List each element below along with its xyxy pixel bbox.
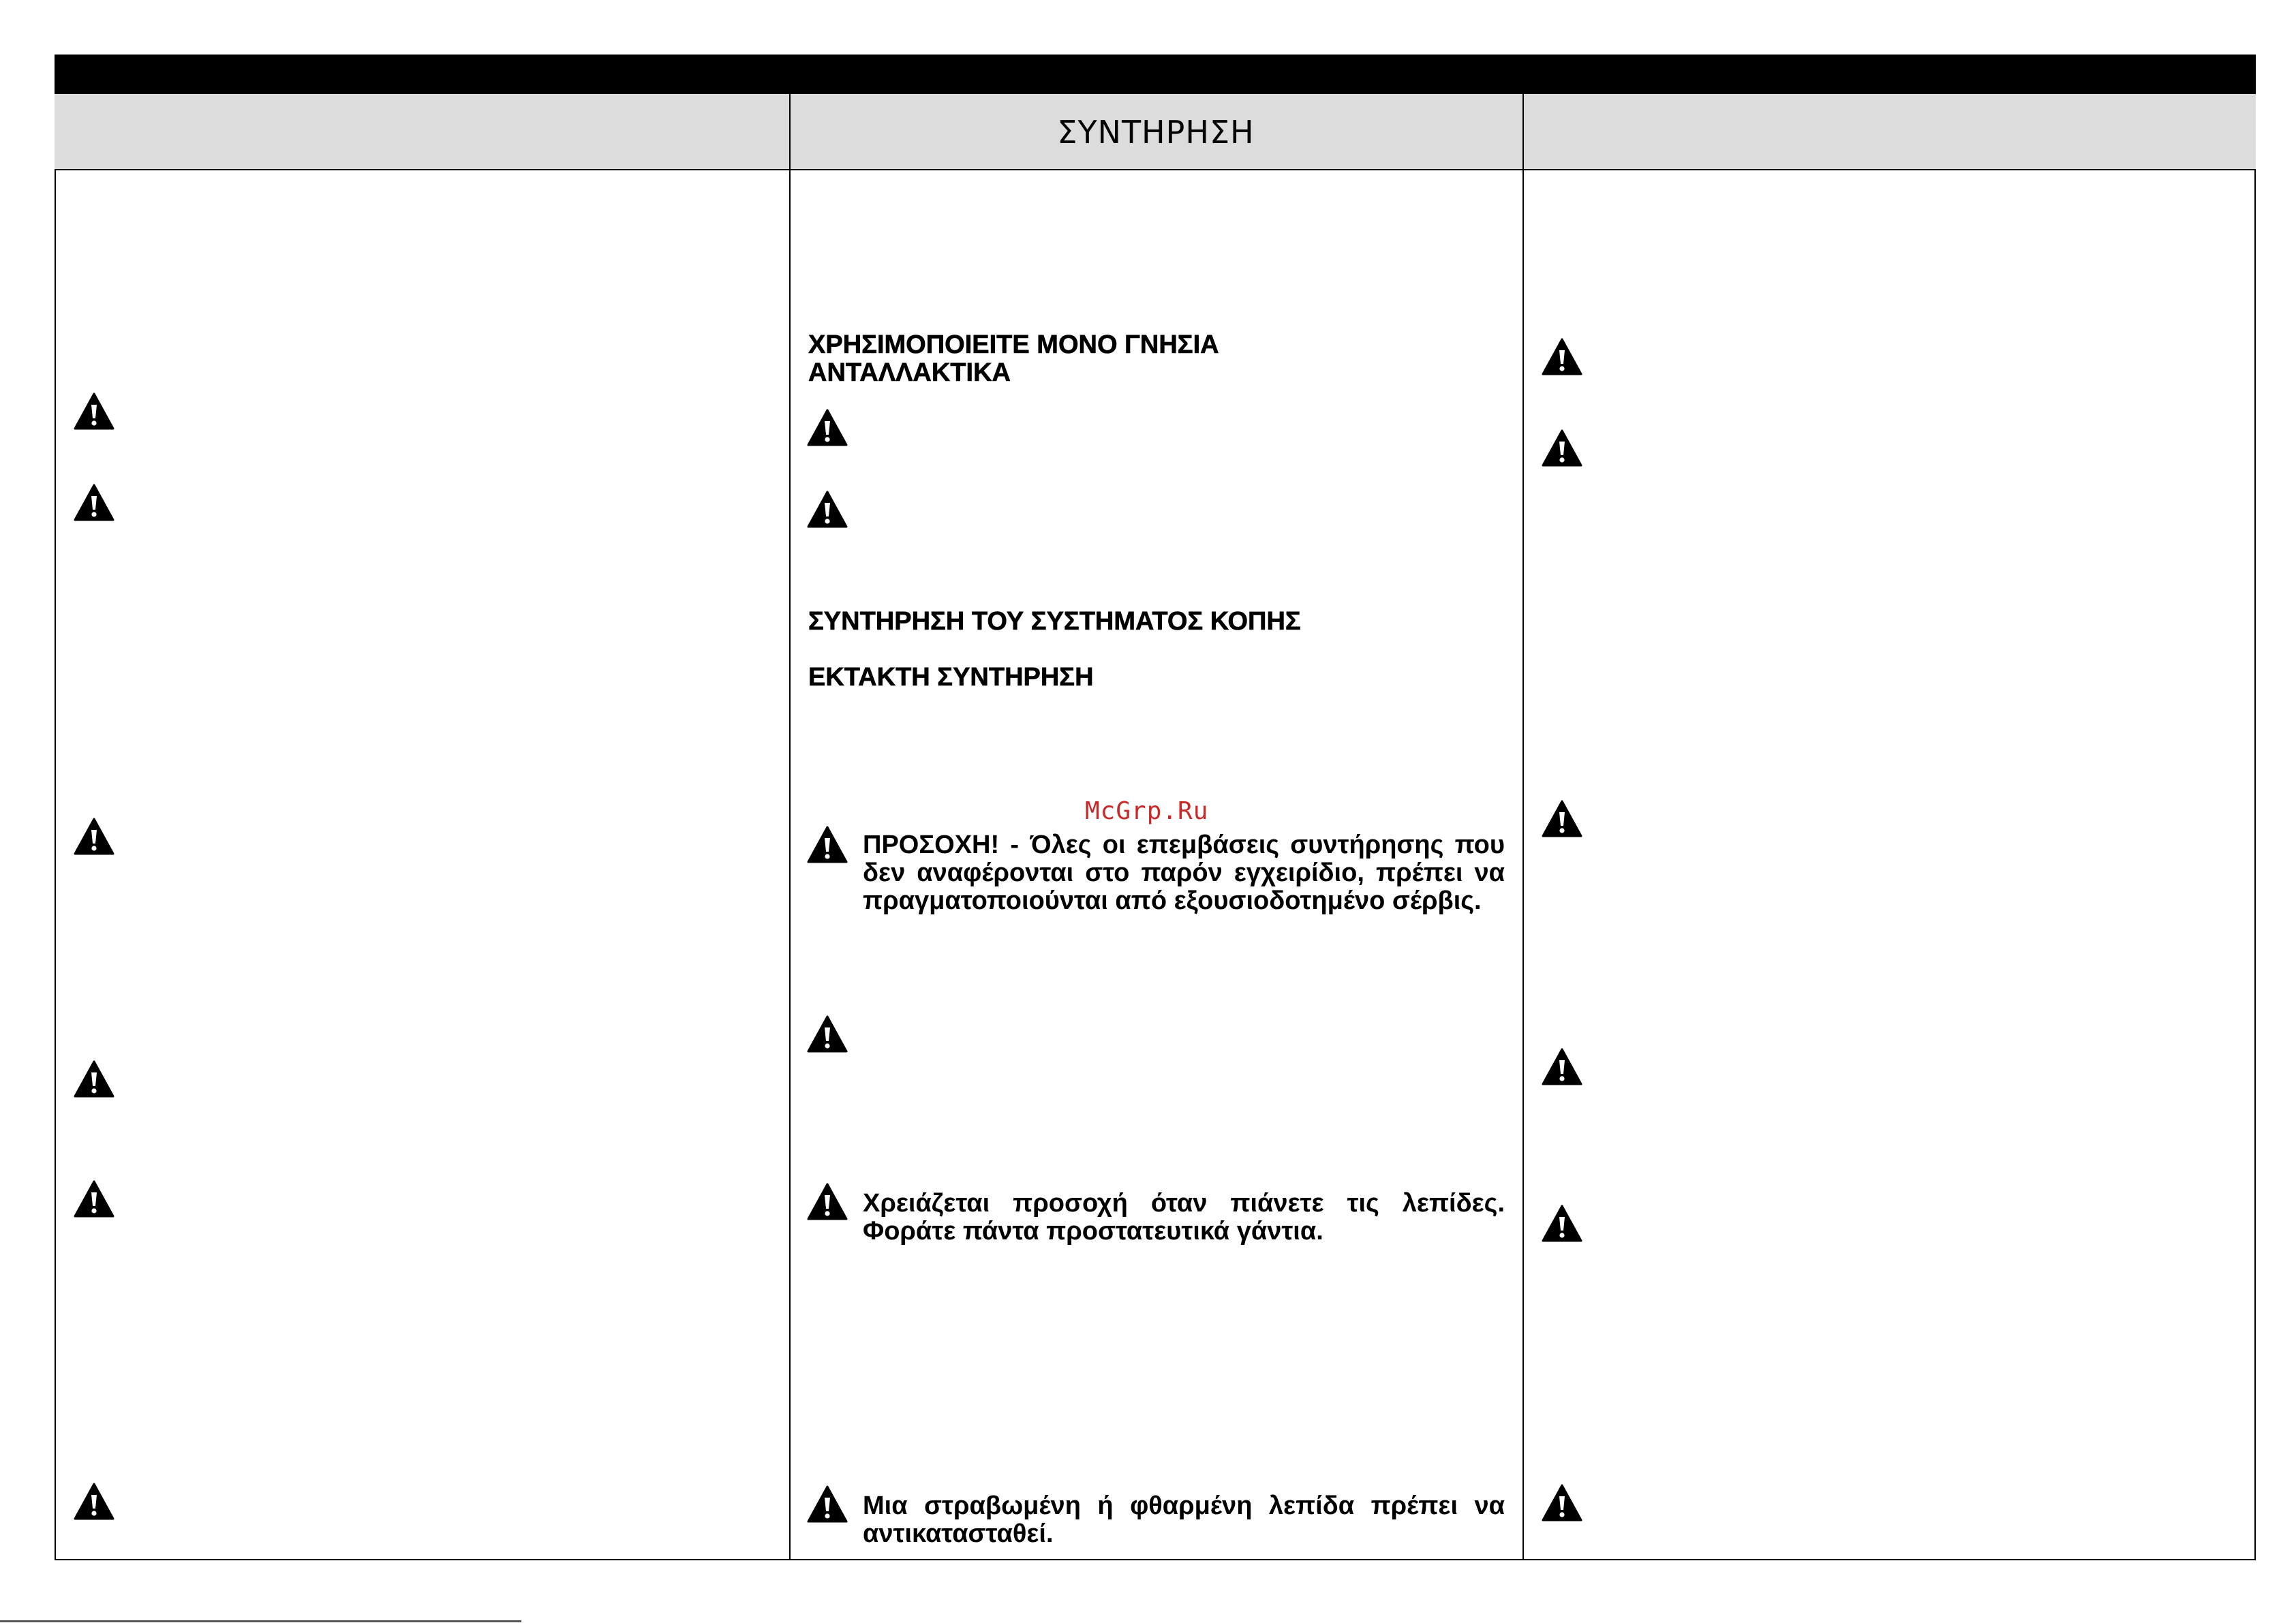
heading-cutting-system: ΣΥΝΤΗΡΗΣΗ ΤΟΥ ΣΥΣΤΗΜΑΤΟΣ ΚΟΠΗΣ — [808, 607, 1301, 636]
warning-gloves-text: Χρειάζεται προσοχή όταν πιάνετε τις λεπίδες. Φοράτε πάντα προστατευτικά γάντια. — [863, 1189, 1505, 1246]
warning-triangle-icon — [807, 826, 848, 864]
warning-triangle-icon — [74, 484, 114, 522]
warning-triangle-icon — [1542, 338, 1582, 376]
warning-service-text: ΠΡΟΣΟΧΗ! - Όλες οι επεμβάσεις συντήρησης που δεν αναφέρονται στο παρόν εγχειρίδιο, πρέπει να πραγματοποιούνται από εξουσιοδοτημένο σέρβις. — [863, 831, 1505, 915]
warning-triangle-icon — [74, 1060, 114, 1098]
page-title: ΣΥΝΤΗΡΗΣΗ — [1057, 114, 1255, 151]
warning-triangle-icon — [1542, 800, 1582, 838]
warning-triangle-icon — [74, 392, 114, 431]
warning-triangle-icon — [807, 1183, 848, 1221]
column-divider — [1522, 55, 1524, 1560]
warning-blade-text: Μια στραβωμένη ή φθαρμένη λεπίδα πρέπει να αντικατασταθεί. — [863, 1491, 1505, 1548]
warning-triangle-icon — [74, 1180, 114, 1218]
warning-triangle-icon — [1542, 1205, 1582, 1243]
warning-triangle-icon — [807, 1015, 848, 1053]
warning-triangle-icon — [807, 409, 848, 447]
warning-triangle-icon — [1542, 1048, 1582, 1086]
heading-extra-maintenance: ΕΚΤΑΚΤΗ ΣΥΝΤΗΡΗΣΗ — [808, 663, 1094, 692]
warning-triangle-icon — [1542, 1484, 1582, 1522]
column-divider — [789, 55, 791, 1560]
top-black-bar — [55, 55, 2256, 94]
warning-triangle-icon — [74, 818, 114, 856]
watermark: McGrp.Ru — [1085, 797, 1209, 825]
footer-line — [0, 1620, 521, 1622]
warning-triangle-icon — [807, 491, 848, 529]
warning-triangle-icon — [1542, 429, 1582, 467]
heading-genuine-parts: ΧΡΗΣΙΜΟΠΟΙΕΙΤΕ ΜΟΝΟ ΓΝΗΣΙΑ ΑΝΤΑΛΛΑΚΤΙΚΑ — [808, 330, 1219, 387]
warning-triangle-icon — [807, 1485, 848, 1524]
warning-triangle-icon — [74, 1483, 114, 1521]
